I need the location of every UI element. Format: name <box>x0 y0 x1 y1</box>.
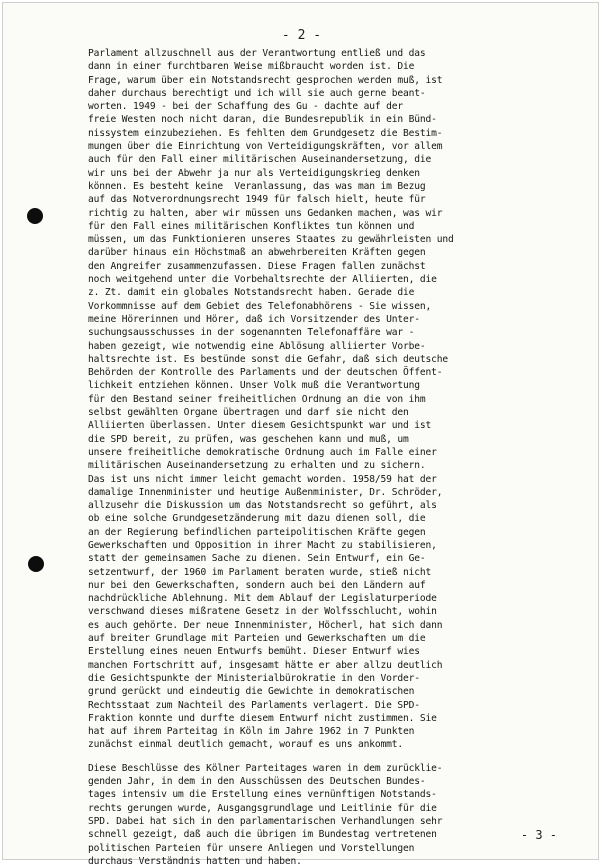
text-line: auf breiter Grundlage mit Parteien und Gewerkschaften um die <box>88 633 426 645</box>
text-line: richtig zu halten, aber wir müssen uns Gedanken machen, was wir <box>88 207 443 219</box>
text-line: Frage, warum über ein Notstandsrecht gesprochen werden muß, ist <box>88 74 443 86</box>
page-number: - 2 - <box>281 28 322 43</box>
text-line: Alliierten überlassen. Unter diesem Gesichtspunkt war und ist <box>88 420 432 432</box>
text-line: für den Fall eines militärischen Konfliktes tun können und <box>88 220 415 232</box>
text-line: SPD. Dabei hat sich in den parlamentarischen Verhandlungen sehr <box>88 815 443 827</box>
text-line: statt der gemeinsamen Sache zu dienen. Sein Entwurf, ein Ge- <box>88 553 426 565</box>
text-line: Behörden der Kontrolle des Parlaments und der deutschen Öffent- <box>88 367 443 379</box>
text-line: die SPD bereit, zu prüfen, was geschehen kann und muß, um <box>88 433 409 445</box>
text-line: haltsrechte ist. Es bestünde sonst die Gefahr, daß sich deutsche <box>88 353 449 365</box>
text-line: daher durchaus berechtigt und ich will sie auch gerne beant- <box>88 87 426 99</box>
text-line: zunächst einmal deutlich gemacht, worauf es uns ankommt. <box>88 739 404 751</box>
text-line: genden Jahr, in dem in den Ausschüssen des Deutschen Bundes- <box>88 776 426 788</box>
punch-hole <box>28 556 44 572</box>
text-line: worten. 1949 - bei der Schaffung des Gu - dachte auf der <box>88 101 404 113</box>
text-line: Erstellung eines neuen Entwurfs bemüht. Dieser Entwurf wies <box>88 646 420 658</box>
text-line: dann in einer furchtbaren Weise mißbraucht worden ist. Die <box>88 61 415 73</box>
text-line: politischen Parteien für unsere Anliegen und Vorstellungen <box>88 842 415 854</box>
text-line: darüber hinaus ein Höchstmaß an abwehrbereiten Kräften gegen <box>88 247 426 259</box>
text-line: tages intensiv um die Erstellung eines vernünftigen Notstands- <box>88 789 437 801</box>
text-line: suchungsausschusses in der sogenannten Telefonaffäre war - <box>88 327 415 339</box>
text-line: allzusehr die Diskussion um das Notstandsrecht so geführt, als <box>88 500 437 512</box>
punch-hole <box>27 208 43 224</box>
text-line: verschwand dieses mißratene Gesetz in der Wolfsschlucht, wohin <box>88 606 437 618</box>
text-line: nachdrückliche Ablehnung. Mit dem Ablauf der Legislaturperiode <box>88 593 437 605</box>
paragraph <box>88 762 583 868</box>
text-line: meine Hörerinnen und Hörer, daß ich Vorsitzender des Unter- <box>88 313 420 325</box>
text-line: setzentwurf, der 1960 im Parlament beraten wurde, stieß nicht <box>88 566 432 578</box>
text-line: freie Westen noch nicht daran, die Bundesrepublik in ein Bünd- <box>88 114 437 126</box>
text-line: Vorkommnisse auf dem Gebiet des Telefonabhörens - Sie wissen, <box>88 300 432 312</box>
text-line: schnell gezeigt, daß auch die übrigen im Bundestag vertretenen <box>88 829 437 841</box>
text-line: lichkeit entziehen können. Unser Volk muß die Verantwortung <box>88 380 420 392</box>
text-line: rechts gerungen wurde, Ausgangsgrundlage und Leitlinie für die <box>88 802 437 814</box>
text-line: Fraktion konnte und durfte diesem Entwurf nicht zustimmen. Sie <box>88 712 437 724</box>
text-line: ob eine solche Grundgesetzänderung mit dazu dienen soll, die <box>88 513 426 525</box>
text-line: an der Regierung befindlichen parteipolitischen Kräfte gegen <box>88 526 426 538</box>
continuation-marker: - 3 - <box>520 828 557 842</box>
text-line: haben gezeigt, wie notwendig eine Ablösung alliierter Vorbe- <box>88 340 426 352</box>
paragraph-gap <box>88 752 583 762</box>
text-line: Gewerkschaften und Opposition in ihrer Macht zu stabilisieren, <box>88 539 437 551</box>
text-line: noch weitgehend unter die Vorbehaltsrechte der Alliierten, die <box>88 274 437 286</box>
text-line: Rechtsstaat zum Nachteil des Parlaments verlagert. Die SPD- <box>88 699 420 711</box>
text-line: nissystem einzubeziehen. Es fehlten dem Grundgesetz die Bestim- <box>88 127 443 139</box>
text-line: können. Es besteht keine Veranlassung, das was man im Bezug <box>88 180 426 192</box>
text-line: Diese Beschlüsse des Kölner Parteitages waren in dem zurücklie- <box>88 762 443 774</box>
paragraph <box>88 47 583 752</box>
text-line: wir uns bei der Abwehr ja nur als Verteidigungskrieg denken <box>88 167 420 179</box>
text-line: Parlament allzuschnell aus der Verantwortung entließ und das <box>88 48 426 59</box>
text-line: Das ist uns nicht immer leicht gemacht worden. 1958/59 hat der <box>88 473 437 485</box>
text-line: die Gesichtspunkte der Ministerialbürokratie in den Vorder- <box>88 672 420 684</box>
text-line: nur bei den Gewerkschaften, sondern auch bei den Ländern auf <box>88 579 426 591</box>
text-line: durchaus Verständnis hatten und haben. <box>88 855 302 867</box>
text-line: grund gerückt und eindeutig die Gewichte in demokratischen <box>88 686 415 698</box>
body-text <box>88 47 583 868</box>
text-line: unsere freiheitliche demokratische Ordnung auch im Falle einer <box>88 446 437 458</box>
text-line: auch für den Fall einer militärischen Auseinandersetzung, die <box>88 154 432 166</box>
text-line: selbst gewählten Organe übertragen und darf sie nicht den <box>88 407 409 419</box>
text-line: für den Bestand seiner freiheitlichen Ordnung an die von ihm <box>88 393 426 405</box>
text-line: mungen über die Einrichtung von Verteidigungskräften, vor allem <box>88 141 443 153</box>
text-line: auf das Notverordnungsrecht 1949 für falsch hielt, heute für <box>88 194 426 206</box>
text-line: manchen Fortschritt auf, insgesamt hätte er aber allzu deutlich <box>88 659 443 671</box>
text-line: müssen, um das Funktionieren unseres Staates zu gewährleisten und <box>88 234 454 246</box>
text-line: den Angreifer zusammenzufassen. Diese Fragen fallen zunächst <box>88 260 426 272</box>
text-line: z. Zt. damit ein globales Notstandsrecht haben. Gerade die <box>88 287 415 299</box>
text-line: damalige Innenminister und heutige Außenminister, Dr. Schröder, <box>88 486 443 498</box>
text-line: hat auf ihrem Parteitag in Köln im Jahre 1962 in 7 Punkten <box>88 726 415 738</box>
text-line: es auch gehörte. Der neue Innenminister, Höcherl, hat sich dann <box>88 619 443 631</box>
text-line: militärischen Auseinandersetzung zu erhalten und zu sichern. <box>88 460 426 472</box>
